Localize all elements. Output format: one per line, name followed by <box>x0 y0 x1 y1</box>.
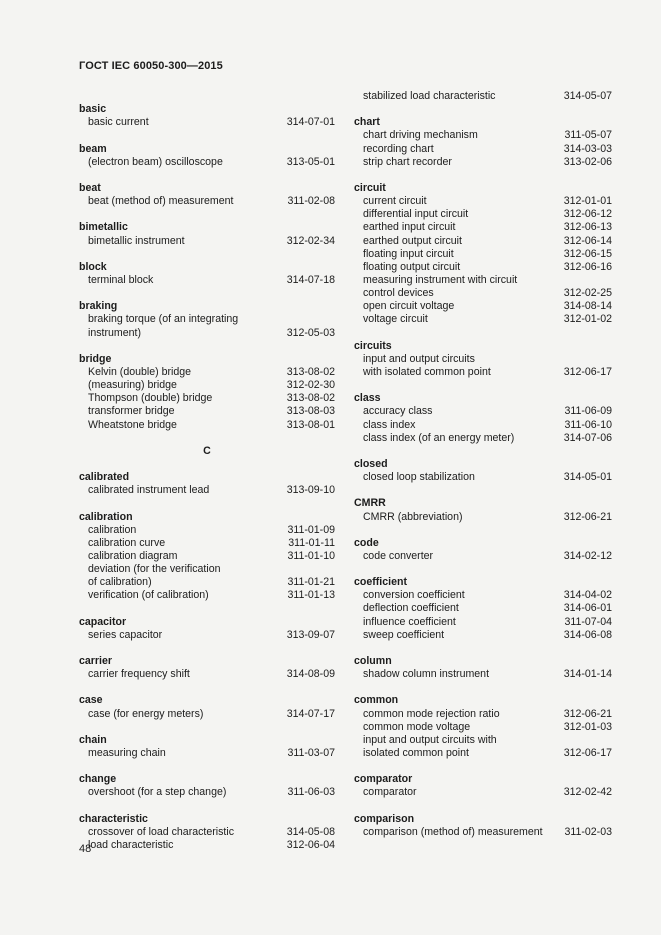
index-entry <box>79 786 335 799</box>
entry-code: 311-03-07 <box>287 747 335 760</box>
index-entry <box>79 116 335 129</box>
entry-term: deflection coefficient <box>363 602 459 615</box>
entry-code: 312-05-03 <box>286 326 335 339</box>
index-heading: closed <box>354 457 388 470</box>
index-entry <box>79 550 335 563</box>
spacer <box>79 642 335 655</box>
index-entry <box>354 629 612 642</box>
index-entry <box>354 471 612 484</box>
index-entry <box>354 747 612 760</box>
index-heading: capacitor <box>79 615 127 628</box>
index-entry <box>354 721 612 734</box>
entry-code: 311-06-10 <box>564 418 612 431</box>
spacer <box>79 208 335 221</box>
index-entry <box>354 602 612 615</box>
entry-term: conversion coefficient <box>363 589 465 602</box>
spacer <box>79 340 335 353</box>
index-entry <box>354 156 612 169</box>
spacer <box>79 800 335 813</box>
index-entry <box>354 143 612 156</box>
spacer <box>79 432 335 445</box>
entry-code: 312-01-02 <box>563 313 612 326</box>
index-heading: case <box>79 694 103 707</box>
index-entry <box>79 313 335 326</box>
entry-code: 314-07-01 <box>286 116 335 129</box>
index-heading: CMRR <box>354 497 386 510</box>
entry-code: 313-02-06 <box>563 155 612 168</box>
entry-term: floating input circuit <box>363 247 454 260</box>
index-heading: column <box>354 655 392 668</box>
index-column-right <box>354 90 612 839</box>
index-entry <box>79 379 335 392</box>
index-heading: beam <box>79 142 107 155</box>
index-entry <box>354 589 612 602</box>
spacer <box>79 287 335 300</box>
entry-code: 313-08-02 <box>286 392 335 405</box>
index-entry <box>354 734 612 747</box>
entry-term: class index (of an energy meter) <box>363 431 515 444</box>
entry-term: isolated common point <box>363 747 469 760</box>
index-entry <box>354 287 612 300</box>
index-entry <box>79 629 335 642</box>
entry-term: calibrated instrument lead <box>88 484 210 497</box>
section-letter: C <box>203 444 211 457</box>
entry-code: 314-02-12 <box>563 549 612 562</box>
index-entry <box>79 327 335 340</box>
index-entry <box>354 195 612 208</box>
entry-term: terminal block <box>88 273 154 286</box>
index-heading: chain <box>79 733 107 746</box>
index-entry <box>354 419 612 432</box>
spacer <box>354 642 612 655</box>
entry-code: 312-06-17 <box>563 747 612 760</box>
entry-code: 311-01-09 <box>287 523 335 536</box>
index-entry <box>354 366 612 379</box>
spacer <box>79 169 335 182</box>
index-heading: bridge <box>79 352 112 365</box>
entry-code: 311-07-04 <box>564 615 612 628</box>
index-heading: coefficient <box>354 576 407 589</box>
entry-term: sweep coefficient <box>363 628 445 641</box>
entry-term: Kelvin (double) bridge <box>88 365 192 378</box>
spacer <box>354 484 612 497</box>
index-entry <box>79 392 335 405</box>
entry-code: 314-05-08 <box>286 825 335 838</box>
entry-code: 312-02-42 <box>563 786 612 799</box>
index-heading: calibration <box>79 510 133 523</box>
index-entry <box>79 524 335 537</box>
entry-code: 311-01-21 <box>287 576 335 589</box>
entry-code: 312-06-14 <box>563 234 612 247</box>
index-heading: circuits <box>354 339 392 352</box>
index-entry <box>79 537 335 550</box>
index-entry <box>354 786 612 799</box>
index-entry <box>354 274 612 287</box>
entry-term: Thompson (double) bridge <box>88 392 213 405</box>
index-entry <box>354 208 612 221</box>
spacer <box>354 563 612 576</box>
spacer <box>354 681 612 694</box>
entry-term: influence coefficient <box>363 615 456 628</box>
entry-term: carrier frequency shift <box>88 668 190 681</box>
index-entry <box>79 668 335 681</box>
index-entry <box>79 235 335 248</box>
entry-term: with isolated common point <box>363 365 491 378</box>
entry-term: recording chart <box>363 142 434 155</box>
spacer <box>79 760 335 773</box>
entry-term: class index <box>363 418 416 431</box>
entry-term: earthed input circuit <box>363 221 456 234</box>
index-heading: circuit <box>354 181 386 194</box>
entry-term: floating output circuit <box>363 260 461 273</box>
entry-term: input and output circuits <box>363 352 475 365</box>
entry-term: Wheatstone bridge <box>88 418 177 431</box>
entry-term: crossover of load characteristic <box>88 825 235 838</box>
entry-code: 314-06-01 <box>563 602 612 615</box>
entry-term: voltage circuit <box>363 313 428 326</box>
entry-term: chart driving mechanism <box>363 129 478 142</box>
entry-code: 311-06-09 <box>564 405 612 418</box>
entry-term: control devices <box>363 287 434 300</box>
entry-code: 314-07-17 <box>286 707 335 720</box>
spacer <box>354 169 612 182</box>
index-entry <box>354 708 612 721</box>
spacer <box>79 248 335 261</box>
entry-term: accuracy class <box>363 405 433 418</box>
index-entry <box>79 156 335 169</box>
entry-term: current circuit <box>363 195 427 208</box>
index-heading: braking <box>79 300 118 313</box>
index-heading: comparator <box>354 773 413 786</box>
entry-code: 313-09-10 <box>286 484 335 497</box>
entry-code: 314-06-08 <box>563 628 612 641</box>
index-entry <box>79 839 335 852</box>
spacer <box>354 800 612 813</box>
spacer <box>354 103 612 116</box>
entry-code: 311-02-03 <box>564 825 612 838</box>
index-heading: change <box>79 773 117 786</box>
index-heading: chart <box>354 116 380 129</box>
entry-code: 312-02-30 <box>286 379 335 392</box>
entry-code: 314-07-06 <box>563 431 612 444</box>
index-entry <box>79 274 335 287</box>
entry-code: 312-01-01 <box>563 195 612 208</box>
entry-term: calibration curve <box>88 536 166 549</box>
index-entry <box>354 300 612 313</box>
entry-term: calibration diagram <box>88 549 178 562</box>
entry-code: 313-09-07 <box>286 628 335 641</box>
entry-code: 313-08-02 <box>286 365 335 378</box>
entry-code: 312-02-34 <box>286 234 335 247</box>
entry-term: closed loop stabilization <box>363 471 475 484</box>
index-entry <box>354 405 612 418</box>
entry-term: input and output circuits with <box>363 733 497 746</box>
index-entry <box>354 826 612 839</box>
entry-term: CMRR (abbreviation) <box>363 510 463 523</box>
entry-term: common mode voltage <box>363 720 471 733</box>
index-entry <box>354 668 612 681</box>
index-heading: beat <box>79 181 101 194</box>
entry-code: 311-06-03 <box>287 786 335 799</box>
entry-code: 312-06-21 <box>563 707 612 720</box>
entry-term: basic current <box>88 116 149 129</box>
entry-term: beat (method of) measurement <box>88 195 234 208</box>
index-entry <box>79 576 335 589</box>
page-number: 48 <box>79 843 92 855</box>
entry-code: 312-01-03 <box>563 720 612 733</box>
entry-term: of calibration) <box>88 576 152 589</box>
index-entry <box>79 589 335 602</box>
entry-code: 312-06-16 <box>563 260 612 273</box>
entry-term: case (for energy meters) <box>88 707 204 720</box>
index-entry <box>79 366 335 379</box>
index-heading: block <box>79 260 107 273</box>
index-entry <box>354 616 612 629</box>
page-header: ГОСТ IEC 60050-300—2015 <box>79 60 223 72</box>
index-heading: calibrated <box>79 471 130 484</box>
spacer <box>354 445 612 458</box>
index-column-left <box>79 90 335 852</box>
entry-term: (measuring) bridge <box>88 379 177 392</box>
spacer <box>354 327 612 340</box>
index-entry <box>354 550 612 563</box>
index-entry <box>354 353 612 366</box>
entry-code: 313-08-03 <box>286 405 335 418</box>
entry-term: series capacitor <box>88 628 163 641</box>
index-entry <box>354 511 612 524</box>
entry-term: braking torque (of an integrating <box>88 313 239 326</box>
entry-term: earthed output circuit <box>363 234 462 247</box>
entry-code: 314-08-09 <box>286 668 335 681</box>
entry-term: comparator <box>363 786 417 799</box>
index-heading: code <box>354 536 379 549</box>
spacer <box>354 379 612 392</box>
entry-term: calibration <box>88 523 137 536</box>
entry-code: 311-01-13 <box>287 589 335 602</box>
entry-code: 312-06-17 <box>563 365 612 378</box>
index-heading: bimetallic <box>79 221 128 234</box>
entry-code: 314-03-03 <box>563 142 612 155</box>
entry-term: differential input circuit <box>363 208 469 221</box>
index-entry <box>354 248 612 261</box>
entry-code: 314-05-07 <box>563 90 612 102</box>
index-heading: carrier <box>79 655 112 668</box>
index-heading: common <box>354 694 399 707</box>
index-entry <box>354 221 612 234</box>
entry-term: transformer bridge <box>88 405 175 418</box>
entry-code: 312-02-25 <box>563 287 612 300</box>
entry-code: 311-01-11 <box>288 536 335 549</box>
index-entry <box>79 484 335 497</box>
index-entry <box>354 261 612 274</box>
index-entry <box>79 419 335 432</box>
spacer <box>79 458 335 471</box>
spacer <box>79 129 335 142</box>
entry-term: load characteristic <box>88 839 174 852</box>
entry-term: bimetallic instrument <box>88 234 185 247</box>
entry-code: 311-01-10 <box>287 549 335 562</box>
spacer <box>354 524 612 537</box>
index-entry <box>79 747 335 760</box>
index-entry <box>354 313 612 326</box>
index-entry <box>79 195 335 208</box>
index-heading: basic <box>79 103 107 116</box>
entry-term: instrument) <box>88 326 141 339</box>
index-entry <box>354 432 612 445</box>
entry-code: 312-06-15 <box>563 247 612 260</box>
entry-code: 314-05-01 <box>563 471 612 484</box>
entry-code: 314-08-14 <box>563 300 612 313</box>
entry-term: deviation (for the verification <box>88 563 221 576</box>
entry-term: code converter <box>363 549 434 562</box>
index-heading: class <box>354 392 381 405</box>
spacer <box>79 681 335 694</box>
entry-code: 313-05-01 <box>286 155 335 168</box>
index-entry <box>79 563 335 576</box>
entry-code: 312-06-12 <box>563 208 612 221</box>
entry-term: stabilized load characteristic <box>363 90 496 102</box>
spacer <box>79 497 335 510</box>
entry-term: measuring chain <box>88 747 166 760</box>
entry-code: 314-07-18 <box>286 273 335 286</box>
index-entry <box>79 826 335 839</box>
spacer <box>354 760 612 773</box>
spacer <box>79 602 335 615</box>
entry-code: 314-04-02 <box>563 589 612 602</box>
index-entry <box>354 90 612 103</box>
index-heading: characteristic <box>79 812 148 825</box>
entry-term: open circuit voltage <box>363 300 455 313</box>
index-entry <box>79 708 335 721</box>
entry-code: 313-08-01 <box>286 418 335 431</box>
index-entry <box>354 235 612 248</box>
entry-term: shadow column instrument <box>363 668 490 681</box>
index-entry <box>79 405 335 418</box>
entry-term: verification (of calibration) <box>88 589 209 602</box>
entry-term: common mode rejection ratio <box>363 707 500 720</box>
index-entry <box>354 129 612 142</box>
entry-code: 312-06-04 <box>286 839 335 852</box>
spacer <box>79 721 335 734</box>
spacer <box>79 90 335 103</box>
index-heading: comparison <box>354 812 415 825</box>
entry-term: overshoot (for a step change) <box>88 786 227 799</box>
entry-term: comparison (method of) measurement <box>363 825 543 838</box>
entry-code: 312-06-13 <box>563 221 612 234</box>
entry-code: 311-02-08 <box>287 195 335 208</box>
entry-code: 311-05-07 <box>564 129 612 142</box>
entry-code: 314-01-14 <box>563 668 612 681</box>
entry-term: (electron beam) oscilloscope <box>88 155 223 168</box>
entry-code: 312-06-21 <box>563 510 612 523</box>
entry-term: strip chart recorder <box>363 155 452 168</box>
entry-term: measuring instrument with circuit <box>363 273 518 286</box>
